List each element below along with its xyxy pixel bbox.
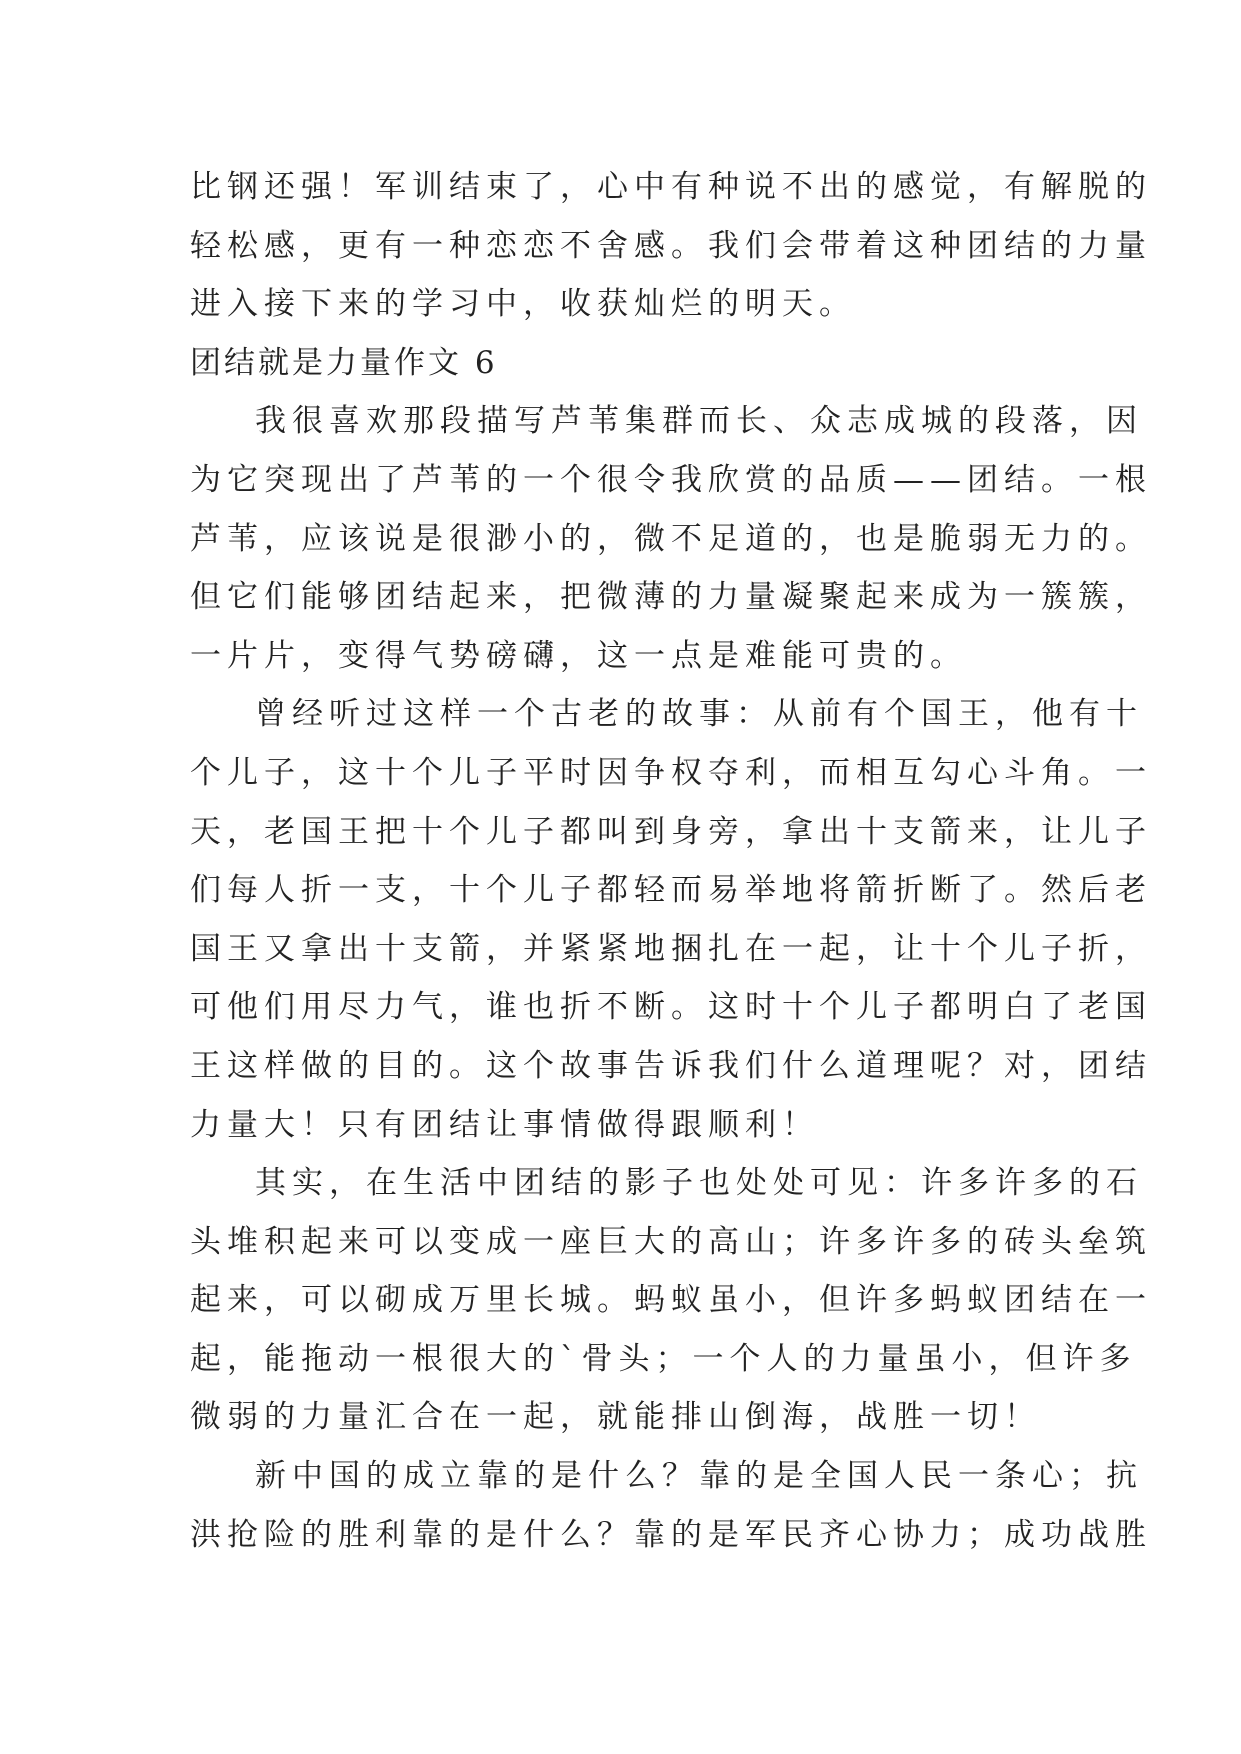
text-line: 可他们用尽力气，谁也折不断。这时十个儿子都明白了老国 <box>190 989 1152 1026</box>
paragraph-first-line: 我很喜欢那段描写芦苇集群而长、众志成城的段落，因 <box>255 403 1143 440</box>
text-line: 王这样做的目的。这个故事告诉我们什么道理呢？对，团结 <box>190 1047 1152 1084</box>
text-line: 天，老国王把十个儿子都叫到身旁，拿出十支箭来，让儿子 <box>190 813 1152 850</box>
text-line: 个儿子，这十个儿子平时因争权夺利，而相互勾心斗角。一 <box>190 754 1152 791</box>
text-line: 为它突现出了芦苇的一个很令我欣赏的品质——团结。一根 <box>190 461 1152 498</box>
text-line: 头堆积起来可以变成一座巨大的高山；许多许多的砖头垒筑 <box>190 1223 1152 1260</box>
section-heading: 团结就是力量作文 6 <box>190 344 498 381</box>
text-line: 们每人折一支，十个儿子都轻而易举地将箭折断了。然后老 <box>190 872 1152 909</box>
text-line: 微弱的力量汇合在一起，就能排山倒海，战胜一切！ <box>190 1399 1041 1436</box>
text-line: 洪抢险的胜利靠的是什么？靠的是军民齐心协力；成功战胜 <box>190 1516 1152 1553</box>
text-line: 进入接下来的学习中，收获灿烂的明天。 <box>190 286 856 323</box>
essay-text-block <box>190 158 1152 1564</box>
text-line: 但它们能够团结起来，把微薄的力量凝聚起来成为一簇簇， <box>190 579 1152 616</box>
text-line: 比钢还强！军训结束了，心中有种说不出的感觉，有解脱的 <box>190 169 1152 205</box>
text-line: 一片片，变得气势磅礴，这一点是难能可贵的。 <box>190 637 967 674</box>
text-line: 芦苇，应该说是很渺小的，微不足道的，也是脆弱无力的。 <box>190 520 1152 557</box>
text-line: 起，能拖动一根很大的`骨头；一个人的力量虽小，但许多 <box>190 1340 1137 1377</box>
text-line: 轻松感，更有一种恋恋不舍感。我们会带着这种团结的力量 <box>190 227 1152 264</box>
text-line: 力量大！只有团结让事情做得跟顺利！ <box>190 1106 819 1143</box>
paragraph-first-line: 新中国的成立靠的是什么？靠的是全国人民一条心；抗 <box>255 1458 1143 1495</box>
paragraph-first-line: 其实，在生活中团结的影子也处处可见：许多许多的石 <box>255 1165 1143 1202</box>
text-line: 国王又拿出十支箭，并紧紧地捆扎在一起，让十个儿子折， <box>190 930 1152 967</box>
text-line: 起来，可以砌成万里长城。蚂蚁虽小，但许多蚂蚁团结在一 <box>190 1282 1152 1319</box>
paragraph-first-line: 曾经听过这样一个古老的故事：从前有个国王，他有十 <box>255 696 1143 733</box>
